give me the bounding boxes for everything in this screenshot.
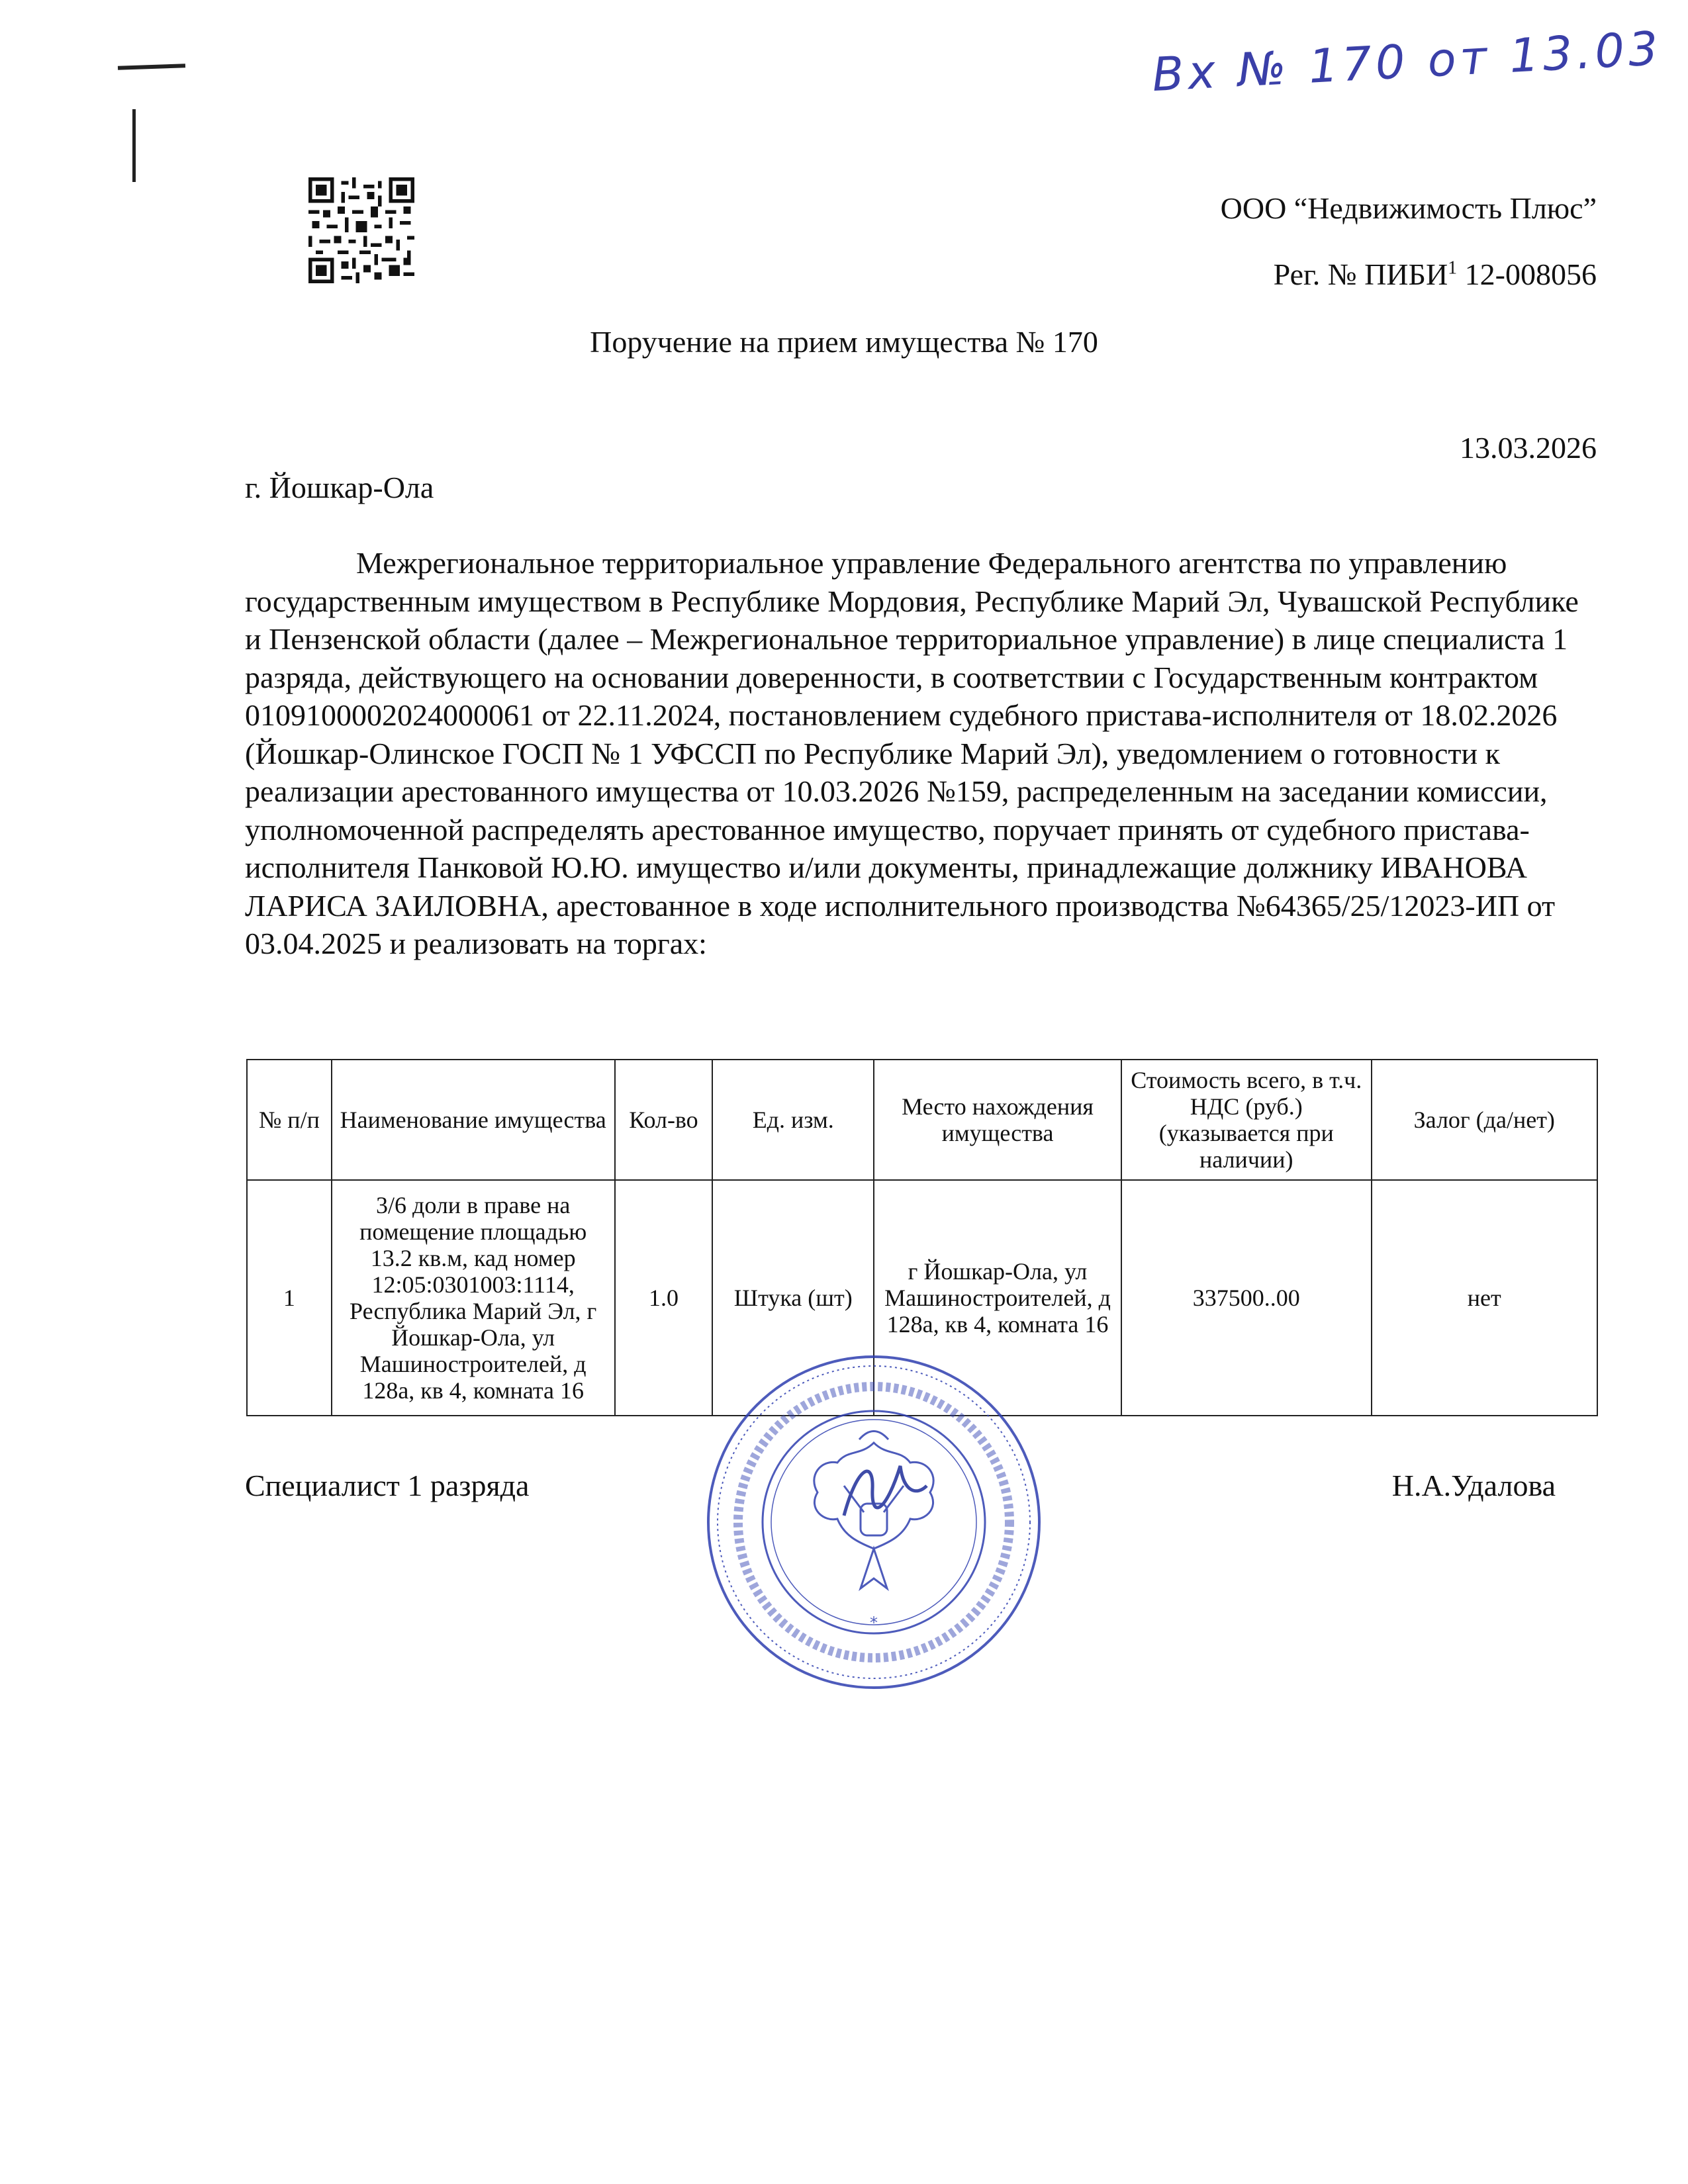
- cell-qty: 1.0: [615, 1180, 713, 1416]
- signature-scribble: [844, 1466, 927, 1516]
- organization-name: ООО “Недвижимость Плюс”: [1220, 191, 1597, 225]
- cell-pledge: нет: [1372, 1180, 1597, 1416]
- registration-line: [1274, 257, 1597, 292]
- cell-name: 3/6 доли в праве на помещение площадью 13.2 кв.м, кад номер 12:05:0301003:1114, Республика Марий Эл, г Йошкар-Ола, ул Машиностроителей, д 128а, кв 4, комната 16: [332, 1180, 615, 1416]
- registration-footnote: 1: [1448, 257, 1458, 279]
- document-date: 13.03.2026: [1460, 431, 1597, 465]
- col-header-cost: Стоимость всего, в т.ч. НДС (руб.) (указывается при наличии): [1121, 1060, 1372, 1180]
- svg-text:*: *: [870, 1614, 878, 1632]
- official-seal-stamp: [702, 1350, 1046, 1694]
- scan-mark: [118, 64, 185, 70]
- col-header-num: № п/п: [247, 1060, 332, 1180]
- cell-unit: Штука (шт): [712, 1180, 874, 1416]
- cell-location: г Йошкар-Ола, ул Машиностроителей, д 128а, кв 4, комната 16: [874, 1180, 1121, 1416]
- col-header-qty: Кол-во: [615, 1060, 713, 1180]
- signature-position: Специалист 1 разряда: [245, 1469, 530, 1502]
- registration-prefix: Рег. № ПИБИ: [1273, 257, 1448, 291]
- document-title: Поручение на прием имущества № 170: [590, 325, 1098, 359]
- eagle-emblem-icon: [814, 1432, 933, 1589]
- col-header-location: Место нахождения имущества: [874, 1060, 1121, 1180]
- cell-cost: 337500..00: [1121, 1180, 1372, 1416]
- registration-number: 12-008056: [1464, 257, 1597, 291]
- col-header-name: Наименование имущества: [332, 1060, 615, 1180]
- scan-mark: [132, 109, 136, 182]
- document-body-text: Межрегиональное территориальное управление Федерального агентства по управлению государственным имуществом в Республике Мордовия, Республике Марий Эл, Чувашской Республике и Пензенской области (далее – Межрегиональное территориальное управление) в лице специалиста 1 разряда, действующего на основании доверенности, в соответствии с Государственным контрактом 0109100002024000061 от 22.11.2024, постановлением судебного пристава-исполнителя от 18.02.2026 (Йошкар-Олинское ГОСП № 1 УФССП по Республике Марий Эл), уведомлением о готовности к реализации арестованного имущества от 10.03.2026 №159, распределенным на заседании комиссии, уполномоченной распределять арестованное имущество, поручает принять от судебного пристава-исполнителя Панковой Ю.Ю. имущество и/или документы, принадлежащие должнику ИВАНОВА ЛАРИСА ЗАИЛОВНА, арестованное в ходе исполнительного производства №64365/25/12023-ИП от 03.04.2025 и реализовать на торгах:: [245, 546, 1579, 960]
- col-header-pledge: Залог (да/нет): [1372, 1060, 1597, 1180]
- qr-code-icon: [308, 177, 414, 283]
- cell-num: 1: [247, 1180, 332, 1416]
- handwritten-incoming-note: Вх № 170 от 13.03: [1150, 21, 1664, 103]
- signature-name: Н.А.Удалова: [1391, 1469, 1556, 1502]
- document-city: г. Йошкар-Ола: [245, 471, 434, 504]
- col-header-unit: Ед. изм.: [712, 1060, 874, 1180]
- table-header-row: [247, 1060, 1597, 1180]
